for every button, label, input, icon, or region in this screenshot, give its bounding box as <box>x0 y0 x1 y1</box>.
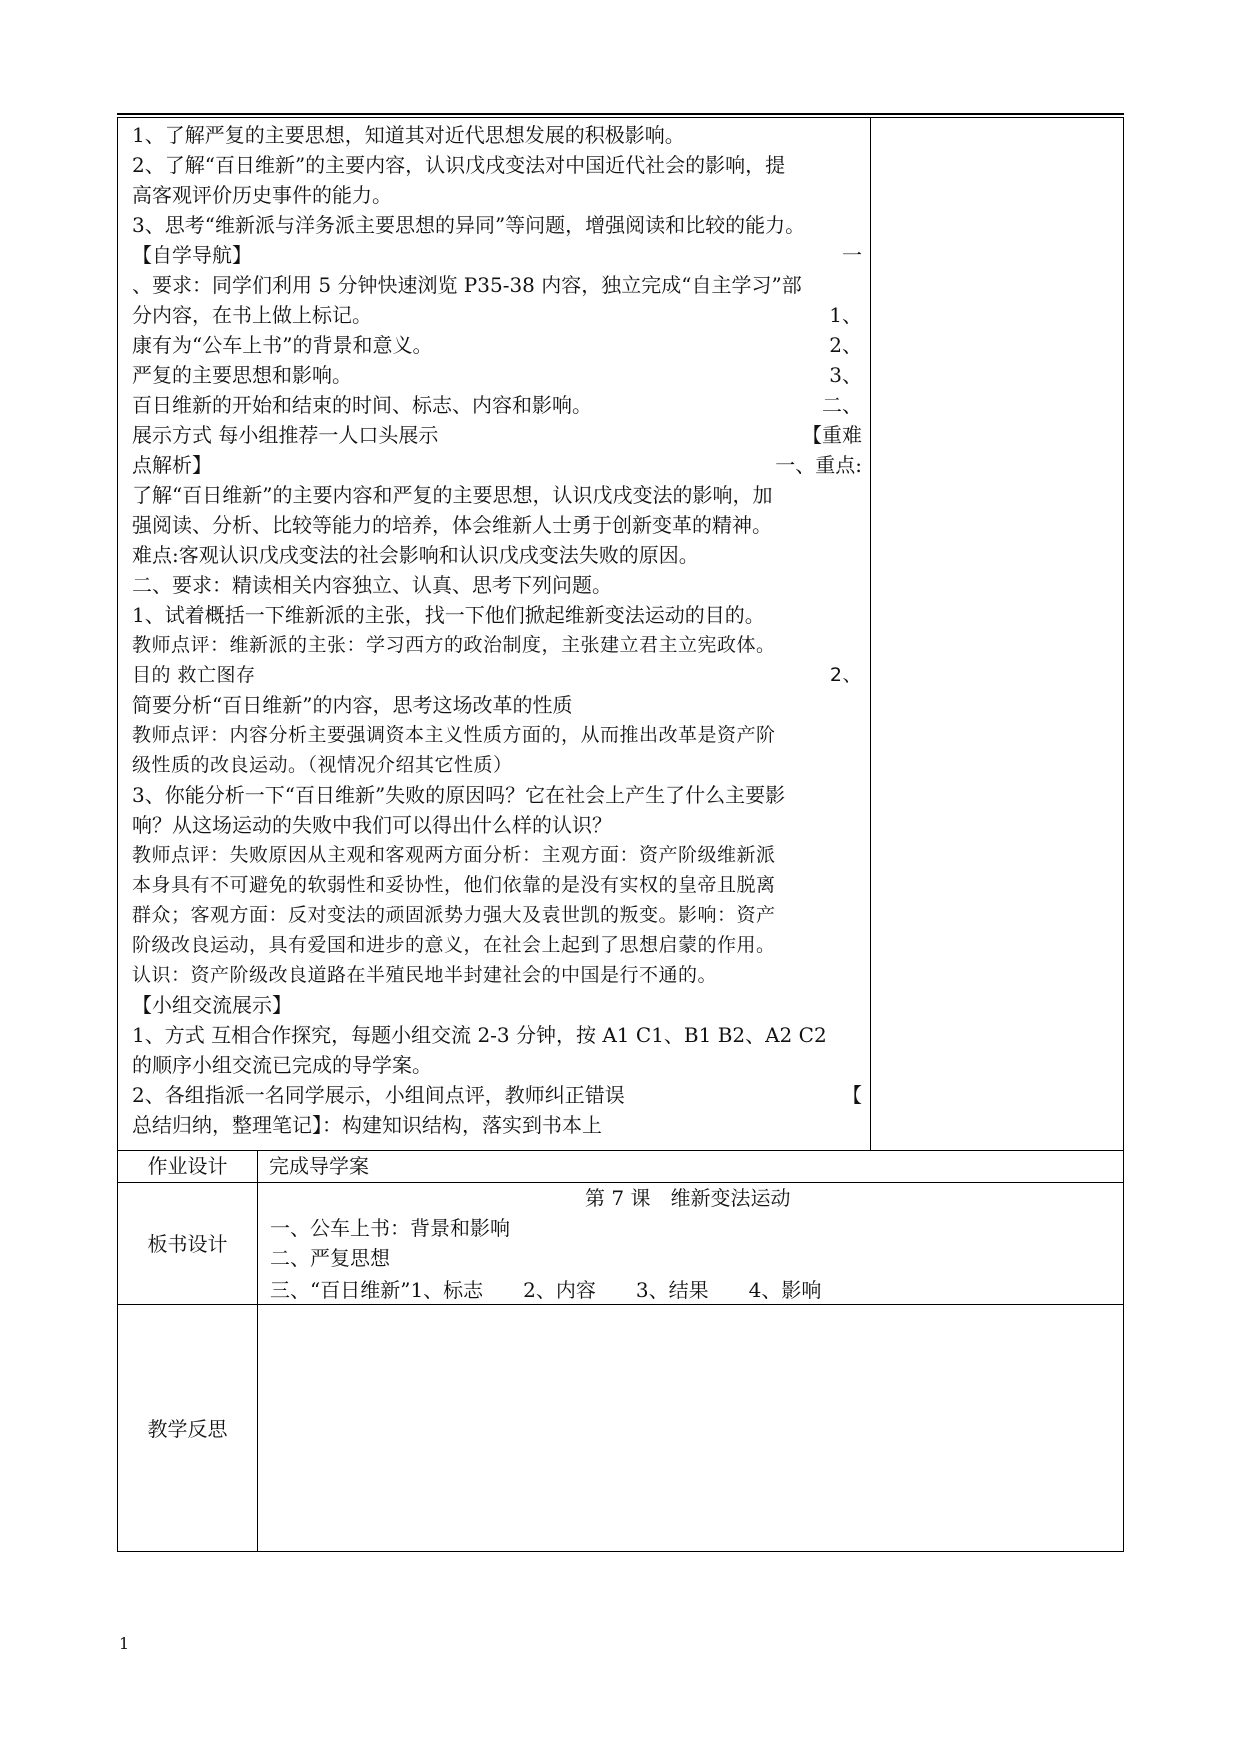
content-line <box>132 270 862 300</box>
content-line-text: 康有为“公车上书”的背景和意义。 <box>132 333 433 357</box>
content-line-marker: 3、 <box>829 363 862 387</box>
content-line <box>132 1080 862 1110</box>
homework-label: 作业设计 <box>147 1154 228 1178</box>
content-line-text: 【小组交流展示】 <box>132 993 292 1017</box>
content-line <box>132 630 862 660</box>
content-line-text: 高客观评价历史事件的能力。 <box>132 183 392 207</box>
content-line-text: 群众；客观方面：反对变法的顽固派势力强大及袁世凯的叛变。影响：资产 <box>132 904 776 926</box>
content-line <box>132 300 862 330</box>
content-line-text: 认识：资产阶级改良道路在半殖民地半封建社会的中国是行不通的。 <box>132 964 718 986</box>
content-line <box>132 1050 862 1080</box>
content-line-text: 目的 救亡图存 <box>132 664 256 686</box>
content-line-text: 严复的主要思想和影响。 <box>132 363 352 387</box>
content-line-text: 展示方式 每小组推荐一人口头展示 <box>132 423 439 447</box>
board-title: 第 7 课 维新变法运动 <box>585 1186 791 1210</box>
content-line-text: 强阅读、分析、比较等能力的培养，体会维新人士勇于创新变革的精神。 <box>132 513 772 537</box>
content-line-marker: 一、重点: <box>775 453 862 477</box>
content-line <box>132 750 862 780</box>
content-line <box>132 420 862 450</box>
content-line <box>132 810 862 840</box>
homework-content: 完成导学案 <box>269 1154 369 1178</box>
content-line-text: 简要分析“百日维新”的内容，思考这场改革的性质 <box>132 693 573 717</box>
content-line-text: 分内容，在书上做上标记。 <box>132 303 372 327</box>
board-item-1: 一、公车上书：背景和影响 <box>270 1216 510 1240</box>
content-line <box>132 540 862 570</box>
content-line <box>132 390 862 420</box>
board-label: 板书设计 <box>147 1232 228 1256</box>
content-line-text: 2、各组指派一名同学展示，小组间点评，教师纠正错误 <box>132 1083 625 1107</box>
content-line <box>132 990 862 1020</box>
content-line <box>132 660 862 690</box>
content-line-marker: 【重难 <box>802 423 862 447</box>
content-line <box>132 690 862 720</box>
content-line-text: 了解“百日维新”的主要内容和严复的主要思想，认识戊戌变法的影响，加 <box>132 483 773 507</box>
content-line <box>132 210 862 240</box>
content-line-text: 响？从这场运动的失败中我们可以得出什么样的认识？ <box>132 813 612 837</box>
content-line-text: 教师点评：内容分析主要强调资本主义性质方面的，从而推出改革是资产阶 <box>132 724 776 746</box>
content-line <box>132 330 862 360</box>
content-line-text: 点解析】 <box>132 453 212 477</box>
content-line-text: 1、了解严复的主要思想，知道其对近代思想发展的积极影响。 <box>132 123 685 147</box>
content-line-text: 百日维新的开始和结束的时间、标志、内容和影响。 <box>132 393 592 417</box>
content-line <box>132 450 862 480</box>
content-line <box>132 480 862 510</box>
board-item-3: 三、“百日维新”1、标志 2、内容 3、结果 4、影响 <box>270 1278 822 1302</box>
content-line <box>132 870 862 900</box>
content-line-marker: 二、 <box>822 393 862 417</box>
content-line-text: 总结归纳，整理笔记】：构建知识结构，落实到书本上 <box>132 1113 602 1137</box>
content-line-text: 级性质的改良运动。（视情况介绍其它性质） <box>132 754 513 776</box>
label-column-divider <box>257 1150 258 1552</box>
content-line-text: 1、试着概括一下维新派的主张，找一下他们掀起维新变法运动的目的。 <box>132 603 765 627</box>
content-line <box>132 900 862 930</box>
content-line-text: 3、你能分析一下“百日维新”失败的原因吗？它在社会上产生了什么主要影 <box>132 783 786 807</box>
content-line-text: 1、方式 互相合作探究，每题小组交流 2-3 分钟，按 A1 C1、B1 B2、A2 C2 <box>132 1023 827 1047</box>
content-line-text: 阶级改良运动，具有爱国和进步的意义，在社会上起到了思想启蒙的作用。 <box>132 934 776 956</box>
content-line-text: 的顺序小组交流已完成的导学案。 <box>132 1053 432 1077</box>
content-line <box>132 510 862 540</box>
content-line-text: 教师点评：失败原因从主观和客观两方面分析：主观方面：资产阶级维新派 <box>132 844 776 866</box>
content-line <box>132 930 862 960</box>
content-line <box>132 240 862 270</box>
content-line <box>132 960 862 990</box>
content-line-text: 本身具有不可避免的软弱性和妥协性，他们依靠的是没有实权的皇帝且脱离 <box>132 874 776 896</box>
top-rule <box>117 113 1124 115</box>
content-line <box>132 1020 862 1050</box>
content-line <box>132 720 862 750</box>
content-line <box>132 150 862 180</box>
content-line <box>132 780 862 810</box>
content-line-text: 【自学导航】 <box>132 243 252 267</box>
content-line-marker: 1、 <box>829 303 862 327</box>
content-line <box>132 840 862 870</box>
right-column-divider <box>870 117 871 1151</box>
content-line-text: 3、思考“维新派与洋务派主要思想的异同”等问题，增强阅读和比较的能力。 <box>132 213 806 237</box>
content-line-text: 教师点评：维新派的主张：学习西方的政治制度，主张建立君主立宪政体。 <box>132 634 776 656</box>
board-item-2: 二、严复思想 <box>270 1246 390 1270</box>
content-line-text: 2、了解“百日维新”的主要内容，认识戊戌变法对中国近代社会的影响，提 <box>132 153 786 177</box>
content-line-text: 、要求：同学们利用 5 分钟快速浏览 P35-38 内容，独立完成“自主学习”部 <box>132 273 802 297</box>
content-line-marker: 2、 <box>829 664 862 686</box>
content-line <box>132 360 862 390</box>
content-line-marker: 一 <box>842 243 862 267</box>
content-line <box>132 180 862 210</box>
reflection-label: 教学反思 <box>147 1417 228 1441</box>
content-line-marker: 【 <box>842 1083 862 1107</box>
content-line-text: 难点:客观认识戊戌变法的社会影响和认识戊戌变法失败的原因。 <box>132 543 699 567</box>
content-line-text: 二、要求：精读相关内容独立、认真、思考下列问题。 <box>132 573 612 597</box>
content-line-marker: 2、 <box>829 333 862 357</box>
content-line <box>132 600 862 630</box>
content-line <box>132 570 862 600</box>
page-number: 1 <box>119 1634 130 1653</box>
content-line <box>132 1110 862 1140</box>
content-line <box>132 120 862 150</box>
